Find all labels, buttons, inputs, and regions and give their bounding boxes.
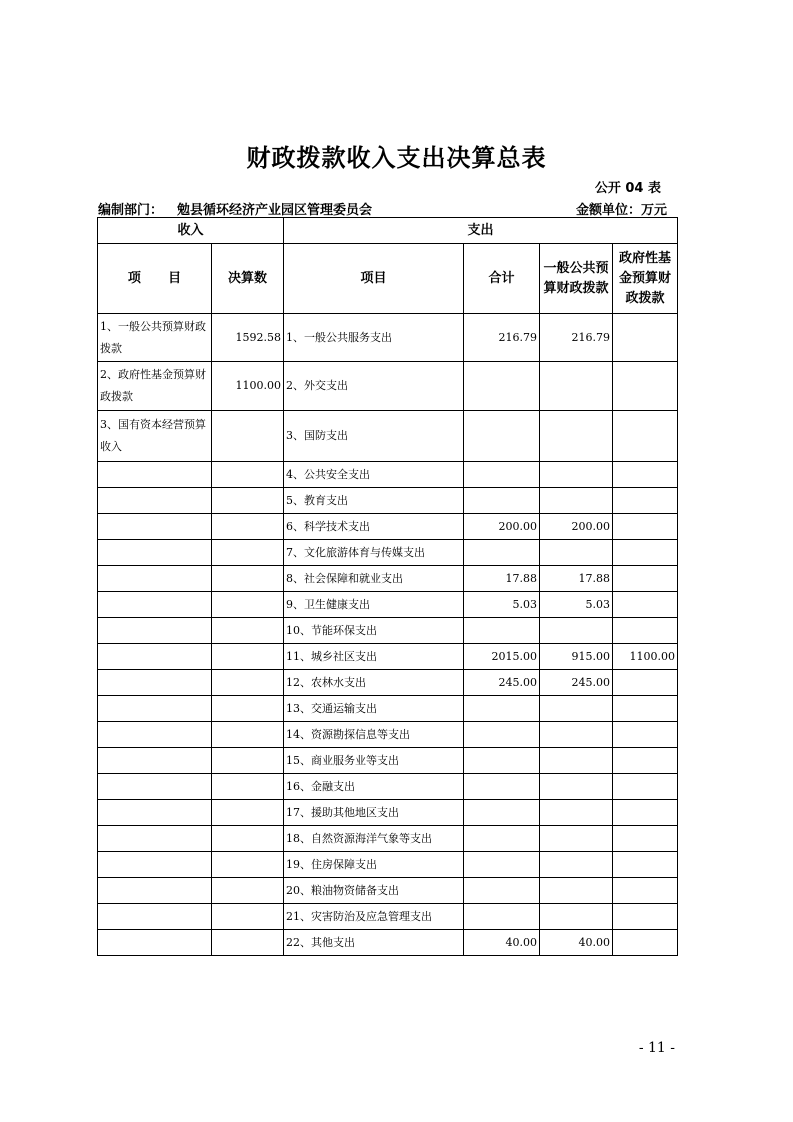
gov-fund-cell <box>613 852 678 878</box>
income-item-cell <box>98 488 212 514</box>
gov-fund-cell <box>613 904 678 930</box>
department-label: 编制部门： <box>98 203 164 218</box>
total-cell <box>464 774 540 800</box>
table-row <box>98 462 678 488</box>
income-amount-cell <box>212 852 284 878</box>
income-amount-cell: 1100.00 <box>212 362 284 411</box>
income-item-cell <box>98 852 212 878</box>
amount-unit: 金额单位：万元 <box>575 203 667 218</box>
income-item-cell <box>98 800 212 826</box>
expense-item-cell: 12、农林水支出 <box>284 670 464 696</box>
table-row <box>98 314 678 362</box>
gov-fund-cell <box>613 488 678 514</box>
page-number: - 11 - <box>638 1040 675 1056</box>
income-amount-cell <box>212 670 284 696</box>
income-item-cell <box>98 644 212 670</box>
general-budget-cell <box>540 362 613 411</box>
expense-item-cell: 6、科学技术支出 <box>284 514 464 540</box>
gov-fund-cell <box>613 566 678 592</box>
general-budget-cell <box>540 800 613 826</box>
table-row <box>98 670 678 696</box>
income-amount-cell <box>212 618 284 644</box>
general-budget-cell: 200.00 <box>540 514 613 540</box>
budget-table <box>97 217 678 956</box>
form-number: 公开 04 表 <box>594 181 661 196</box>
income-item-cell <box>98 618 212 644</box>
total-cell <box>464 904 540 930</box>
income-item-cell: 2、政府性基金预算财政拨款 <box>98 362 212 411</box>
income-item-cell: 1、一般公共预算财政拨款 <box>98 314 212 362</box>
general-budget-cell <box>540 826 613 852</box>
expense-item-cell: 3、国防支出 <box>284 411 464 462</box>
income-item-cell <box>98 826 212 852</box>
expense-item-cell: 19、住房保障支出 <box>284 852 464 878</box>
income-amount-cell <box>212 748 284 774</box>
total-cell <box>464 696 540 722</box>
expense-item-cell: 18、自然资源海洋气象等支出 <box>284 826 464 852</box>
table-row <box>98 852 678 878</box>
gov-fund-cell <box>613 618 678 644</box>
income-amount-header: 决算数 <box>212 244 284 314</box>
total-cell <box>464 878 540 904</box>
expense-item-cell: 2、外交支出 <box>284 362 464 411</box>
general-budget-cell <box>540 696 613 722</box>
income-amount-cell <box>212 774 284 800</box>
total-cell <box>464 462 540 488</box>
table-row <box>98 592 678 618</box>
gov-fund-header: 政府性基金预算财政拨款 <box>613 244 678 314</box>
expense-item-cell: 7、文化旅游体育与传媒支出 <box>284 540 464 566</box>
expense-item-cell: 9、卫生健康支出 <box>284 592 464 618</box>
income-amount-cell <box>212 800 284 826</box>
income-amount-cell <box>212 722 284 748</box>
income-item-cell <box>98 748 212 774</box>
gov-fund-cell <box>613 774 678 800</box>
expense-item-cell: 21、灾害防治及应急管理支出 <box>284 904 464 930</box>
income-section-header: 收入 <box>98 218 284 244</box>
income-item-header: 项 目 <box>98 244 212 314</box>
general-budget-header: 一般公共预算财政拨款 <box>540 244 613 314</box>
general-budget-cell <box>540 722 613 748</box>
table-row <box>98 411 678 462</box>
gov-fund-cell <box>613 462 678 488</box>
total-cell <box>464 411 540 462</box>
gov-fund-cell <box>613 411 678 462</box>
income-amount-cell <box>212 462 284 488</box>
table-row <box>98 514 678 540</box>
expense-item-cell: 22、其他支出 <box>284 930 464 956</box>
income-amount-cell: 1592.58 <box>212 314 284 362</box>
total-cell <box>464 800 540 826</box>
expense-item-cell: 10、节能环保支出 <box>284 618 464 644</box>
total-cell: 2015.00 <box>464 644 540 670</box>
general-budget-cell <box>540 411 613 462</box>
gov-fund-cell <box>613 670 678 696</box>
gov-fund-cell <box>613 826 678 852</box>
gov-fund-cell <box>613 930 678 956</box>
income-amount-cell <box>212 930 284 956</box>
table-row <box>98 488 678 514</box>
income-item-cell <box>98 904 212 930</box>
gov-fund-cell <box>613 540 678 566</box>
expense-item-cell: 15、商业服务业等支出 <box>284 748 464 774</box>
income-amount-cell <box>212 514 284 540</box>
general-budget-cell <box>540 488 613 514</box>
gov-fund-cell <box>613 878 678 904</box>
table-row <box>98 722 678 748</box>
total-cell <box>464 722 540 748</box>
income-item-cell <box>98 540 212 566</box>
gov-fund-cell <box>613 696 678 722</box>
income-amount-cell <box>212 592 284 618</box>
income-item-cell <box>98 774 212 800</box>
expense-item-cell: 20、粮油物资储备支出 <box>284 878 464 904</box>
table-row <box>98 748 678 774</box>
income-item-cell <box>98 878 212 904</box>
gov-fund-cell <box>613 800 678 826</box>
income-item-cell <box>98 462 212 488</box>
table-row <box>98 362 678 411</box>
total-header: 合计 <box>464 244 540 314</box>
general-budget-cell <box>540 774 613 800</box>
general-budget-cell <box>540 540 613 566</box>
table-row <box>98 540 678 566</box>
income-amount-cell <box>212 878 284 904</box>
income-item-cell <box>98 696 212 722</box>
expense-item-cell: 13、交通运输支出 <box>284 696 464 722</box>
income-item-cell <box>98 592 212 618</box>
general-budget-cell: 17.88 <box>540 566 613 592</box>
total-cell: 40.00 <box>464 930 540 956</box>
expense-item-cell: 17、援助其他地区支出 <box>284 800 464 826</box>
income-item-cell <box>98 670 212 696</box>
expense-item-cell: 4、公共安全支出 <box>284 462 464 488</box>
table-row <box>98 904 678 930</box>
general-budget-cell <box>540 748 613 774</box>
income-amount-cell <box>212 566 284 592</box>
table-row <box>98 696 678 722</box>
income-amount-cell <box>212 540 284 566</box>
table-row <box>98 618 678 644</box>
expense-item-cell: 8、社会保障和就业支出 <box>284 566 464 592</box>
page-title: 财政拨款收入支出决算总表 <box>246 144 547 172</box>
table-row <box>98 644 678 670</box>
gov-fund-cell: 1100.00 <box>613 644 678 670</box>
table-row <box>98 826 678 852</box>
expense-item-cell: 16、金融支出 <box>284 774 464 800</box>
income-amount-cell <box>212 488 284 514</box>
general-budget-cell <box>540 618 613 644</box>
expense-item-header: 项目 <box>284 244 464 314</box>
total-cell <box>464 618 540 644</box>
total-cell <box>464 488 540 514</box>
expense-item-cell: 14、资源勘探信息等支出 <box>284 722 464 748</box>
table-row <box>98 566 678 592</box>
general-budget-cell <box>540 462 613 488</box>
general-budget-cell <box>540 904 613 930</box>
department-name: 勉县循环经济产业园区管理委员会 <box>177 203 373 218</box>
table-row <box>98 774 678 800</box>
total-cell <box>464 852 540 878</box>
income-item-cell <box>98 566 212 592</box>
total-cell: 245.00 <box>464 670 540 696</box>
table-row <box>98 930 678 956</box>
total-cell: 216.79 <box>464 314 540 362</box>
general-budget-cell: 915.00 <box>540 644 613 670</box>
table-row <box>98 800 678 826</box>
income-item-cell <box>98 930 212 956</box>
gov-fund-cell <box>613 362 678 411</box>
income-item-cell <box>98 722 212 748</box>
expense-item-cell: 11、城乡社区支出 <box>284 644 464 670</box>
total-cell <box>464 362 540 411</box>
income-amount-cell <box>212 644 284 670</box>
total-cell: 17.88 <box>464 566 540 592</box>
income-item-cell: 3、国有资本经营预算收入 <box>98 411 212 462</box>
gov-fund-cell <box>613 748 678 774</box>
department-line <box>98 199 372 218</box>
general-budget-cell: 40.00 <box>540 930 613 956</box>
income-amount-cell <box>212 411 284 462</box>
gov-fund-cell <box>613 514 678 540</box>
gov-fund-cell <box>613 722 678 748</box>
table-row <box>98 878 678 904</box>
income-item-cell <box>98 514 212 540</box>
total-cell <box>464 540 540 566</box>
income-amount-cell <box>212 904 284 930</box>
gov-fund-cell <box>613 314 678 362</box>
general-budget-cell: 216.79 <box>540 314 613 362</box>
income-amount-cell <box>212 696 284 722</box>
gov-fund-cell <box>613 592 678 618</box>
expense-item-cell: 1、一般公共服务支出 <box>284 314 464 362</box>
total-cell: 5.03 <box>464 592 540 618</box>
general-budget-cell: 5.03 <box>540 592 613 618</box>
expense-item-cell: 5、教育支出 <box>284 488 464 514</box>
total-cell <box>464 826 540 852</box>
income-amount-cell <box>212 826 284 852</box>
total-cell <box>464 748 540 774</box>
general-budget-cell <box>540 878 613 904</box>
expense-section-header: 支出 <box>284 218 678 244</box>
total-cell: 200.00 <box>464 514 540 540</box>
general-budget-cell: 245.00 <box>540 670 613 696</box>
general-budget-cell <box>540 852 613 878</box>
